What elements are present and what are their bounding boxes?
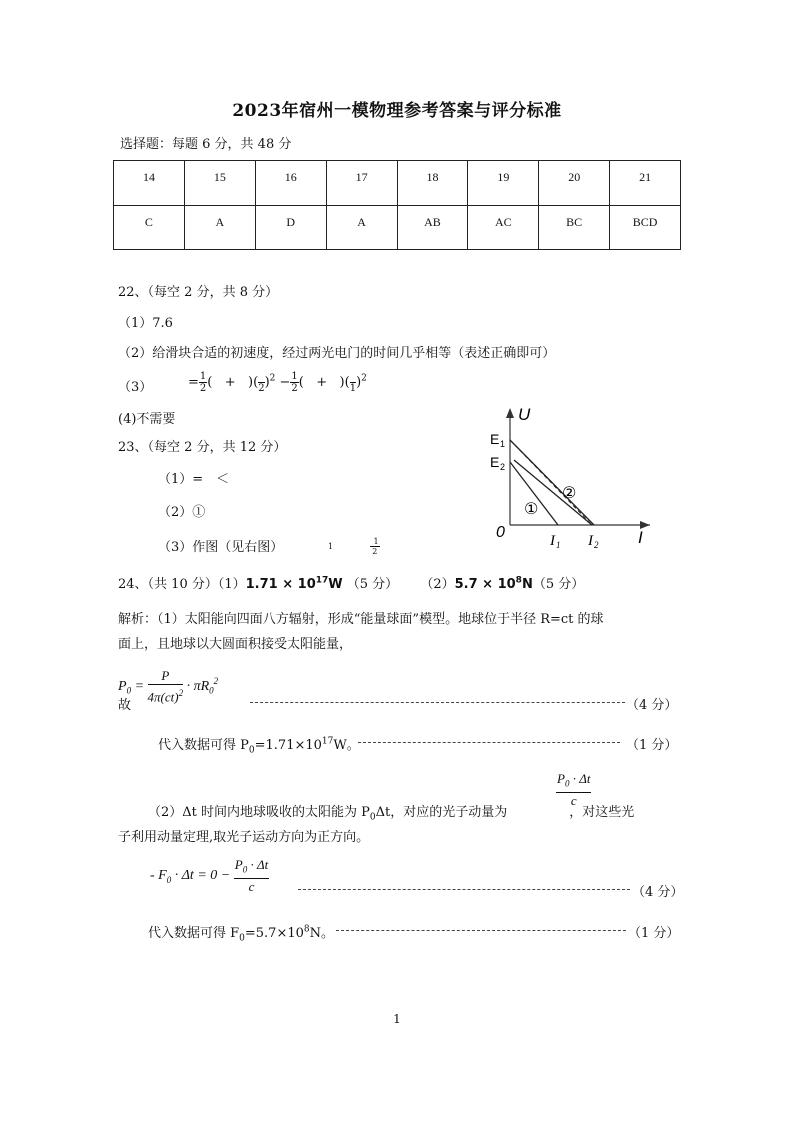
u-i-graph <box>480 400 660 555</box>
formula-impulse: - $F_0 \cdot \Delta t = 0$ − $\frac{P_0 \cdot \Delta t}{c}$ <box>150 857 269 894</box>
q24-answer-2-mantissa: 5.7 × 10 <box>454 577 516 592</box>
question-number: 17 <box>326 161 397 206</box>
question-number: 14 <box>114 161 185 206</box>
q24-heading: 24、（共 10 分）（1） <box>118 577 246 592</box>
substitution-1: 代入数据可得 $P_0=1.71\times 10^{17}W$。 <box>158 736 360 756</box>
analysis-line-1: 解析：（1）太阳能向四面八方辐射，形成“能量球面”模型。地球位于半径 R=ct 的球 <box>118 612 604 627</box>
q24-answer-1-unit: W <box>328 577 343 592</box>
question-number: 15 <box>184 161 255 206</box>
part2-line-1: （2）Δt 时间内地球吸收的太阳能为 $P_0\Delta t$，对应的光子动量为 ，对这些光 <box>148 805 635 823</box>
substitution-1-exponent: 17 <box>321 736 334 747</box>
analysis-line-2: 面上，且地球以大圆面积接受太阳能量， <box>118 637 353 652</box>
answer-cell: BCD <box>610 205 681 250</box>
line-2-label: ② <box>562 483 577 502</box>
i1-subscript: 1 <box>556 540 561 550</box>
answer-table <box>113 160 681 250</box>
small-subscript-1: 1 <box>328 542 334 551</box>
q22-answer-2: （2）给滑块合适的初速度，经过两光电门的时间几乎相等（表述正确即可） <box>118 346 556 361</box>
part2-line-1-mid: Δt，对应的光子动量为 <box>375 805 508 820</box>
q24-answer-1-mantissa: 1.71 × 10 <box>245 577 316 592</box>
substitution-2-exponent: 8 <box>303 924 310 935</box>
score-1-b: （1 分） <box>628 926 680 941</box>
question-number: 16 <box>255 161 326 206</box>
question-number: 18 <box>397 161 468 206</box>
i2-label: I <box>588 533 593 549</box>
formula-p0: $P_0$ = $\frac{P}{4\pi(ct)^2}$ · $\pi R_0^2$ <box>118 668 219 705</box>
answer-cell: AB <box>397 205 468 250</box>
substitution-2-value: =5.7×10 <box>244 926 304 941</box>
q24-answer-1-exponent: 17 <box>315 575 329 586</box>
answer-cell: D <box>255 205 326 250</box>
score-1-a: （1 分） <box>626 738 678 753</box>
q24-line <box>118 573 584 592</box>
page-title: 2023年宿州一模物理参考答案与评分标准 <box>232 101 562 121</box>
q24-answer-1 <box>246 577 343 592</box>
question-number: 19 <box>468 161 539 206</box>
q24-answer-2-unit: N <box>521 577 533 592</box>
q24-answer-2-exponent: 8 <box>515 575 522 586</box>
question-number: 20 <box>539 161 610 206</box>
e2-label: E <box>490 454 500 470</box>
page-number: 1 <box>393 1012 401 1026</box>
q23-answer-2: （2）① <box>158 505 206 520</box>
answer-cell: BC <box>539 205 610 250</box>
score-4-b: （4 分） <box>632 885 684 900</box>
small-fraction: $\frac{1}{2}$ <box>371 537 379 556</box>
gu-label: 故 <box>118 698 132 713</box>
x-axis-label: I <box>638 528 643 547</box>
e1-label: E <box>490 431 500 447</box>
mc-header: 选择题：每题 6 分，共 48 分 <box>120 137 292 152</box>
substitution-2: 代入数据可得 $F_0=5.7\times 10^8N$。 <box>148 924 335 944</box>
dotted-leader <box>250 702 625 703</box>
origin-label: 0 <box>496 524 505 541</box>
part2-line-2: 子利用动量定理,取光子运动方向为正方向。 <box>118 830 370 845</box>
answer-cell: A <box>184 205 255 250</box>
q22-answer-1: （1）7.6 <box>118 316 173 331</box>
part2-line-1-end: ，对这些光 <box>569 805 635 820</box>
dotted-leader <box>358 742 620 743</box>
line-1-label: ① <box>524 499 539 518</box>
answer-cell: AC <box>468 205 539 250</box>
y-axis-arrow-icon <box>506 408 514 418</box>
dotted-leader <box>336 930 626 931</box>
substitution-1-text: 代入数据可得 P <box>158 738 249 753</box>
substitution-1-unit: W。 <box>333 738 360 753</box>
score-4-a: （4 分） <box>626 698 678 713</box>
i2-subscript: 2 <box>594 540 599 550</box>
formula-momentum: $\frac{P_0 \cdot \Delta t}{c}$ <box>557 771 591 808</box>
q23-answer-3: （3）作图（见右图） <box>158 540 284 555</box>
answer-cell: C <box>114 205 185 250</box>
y-axis-label: U <box>518 405 531 424</box>
substitution-2-text: 代入数据可得 F <box>148 926 240 941</box>
answer-cell: A <box>326 205 397 250</box>
part2-line-1-text: （2）Δt 时间内地球吸收的太阳能为 P <box>148 805 370 820</box>
q24-answer-2 <box>455 577 533 592</box>
q22-formula: = $\frac{1}{2}$ ( + )( 2 )$^2$ − $\frac{1}{2}$ ( + )( 1 )$^2$ <box>188 371 367 394</box>
dashed-line <box>510 440 592 525</box>
substitution-2-unit: N。 <box>309 926 335 941</box>
q22-answer-3-label: （3） <box>118 380 153 395</box>
e2-subscript: 2 <box>500 462 506 472</box>
substitution-1-value: =1.71×10 <box>254 738 322 753</box>
q24-part-2: （2） <box>420 577 455 592</box>
question-number: 21 <box>610 161 681 206</box>
q24-score-1: （5 分） <box>346 577 399 592</box>
q22-answer-4: (4)不需要 <box>118 412 176 427</box>
q22-heading: 22、（每空 2 分，共 8 分） <box>118 285 279 300</box>
e1-subscript: 1 <box>500 439 506 449</box>
q23-answer-1: （1）= ＜ <box>158 472 230 487</box>
dotted-leader <box>298 889 630 890</box>
q24-score-2: （5 分） <box>532 577 585 592</box>
i1-label: I <box>550 533 555 549</box>
q23-heading: 23、（每空 2 分，共 12 分） <box>118 440 287 455</box>
